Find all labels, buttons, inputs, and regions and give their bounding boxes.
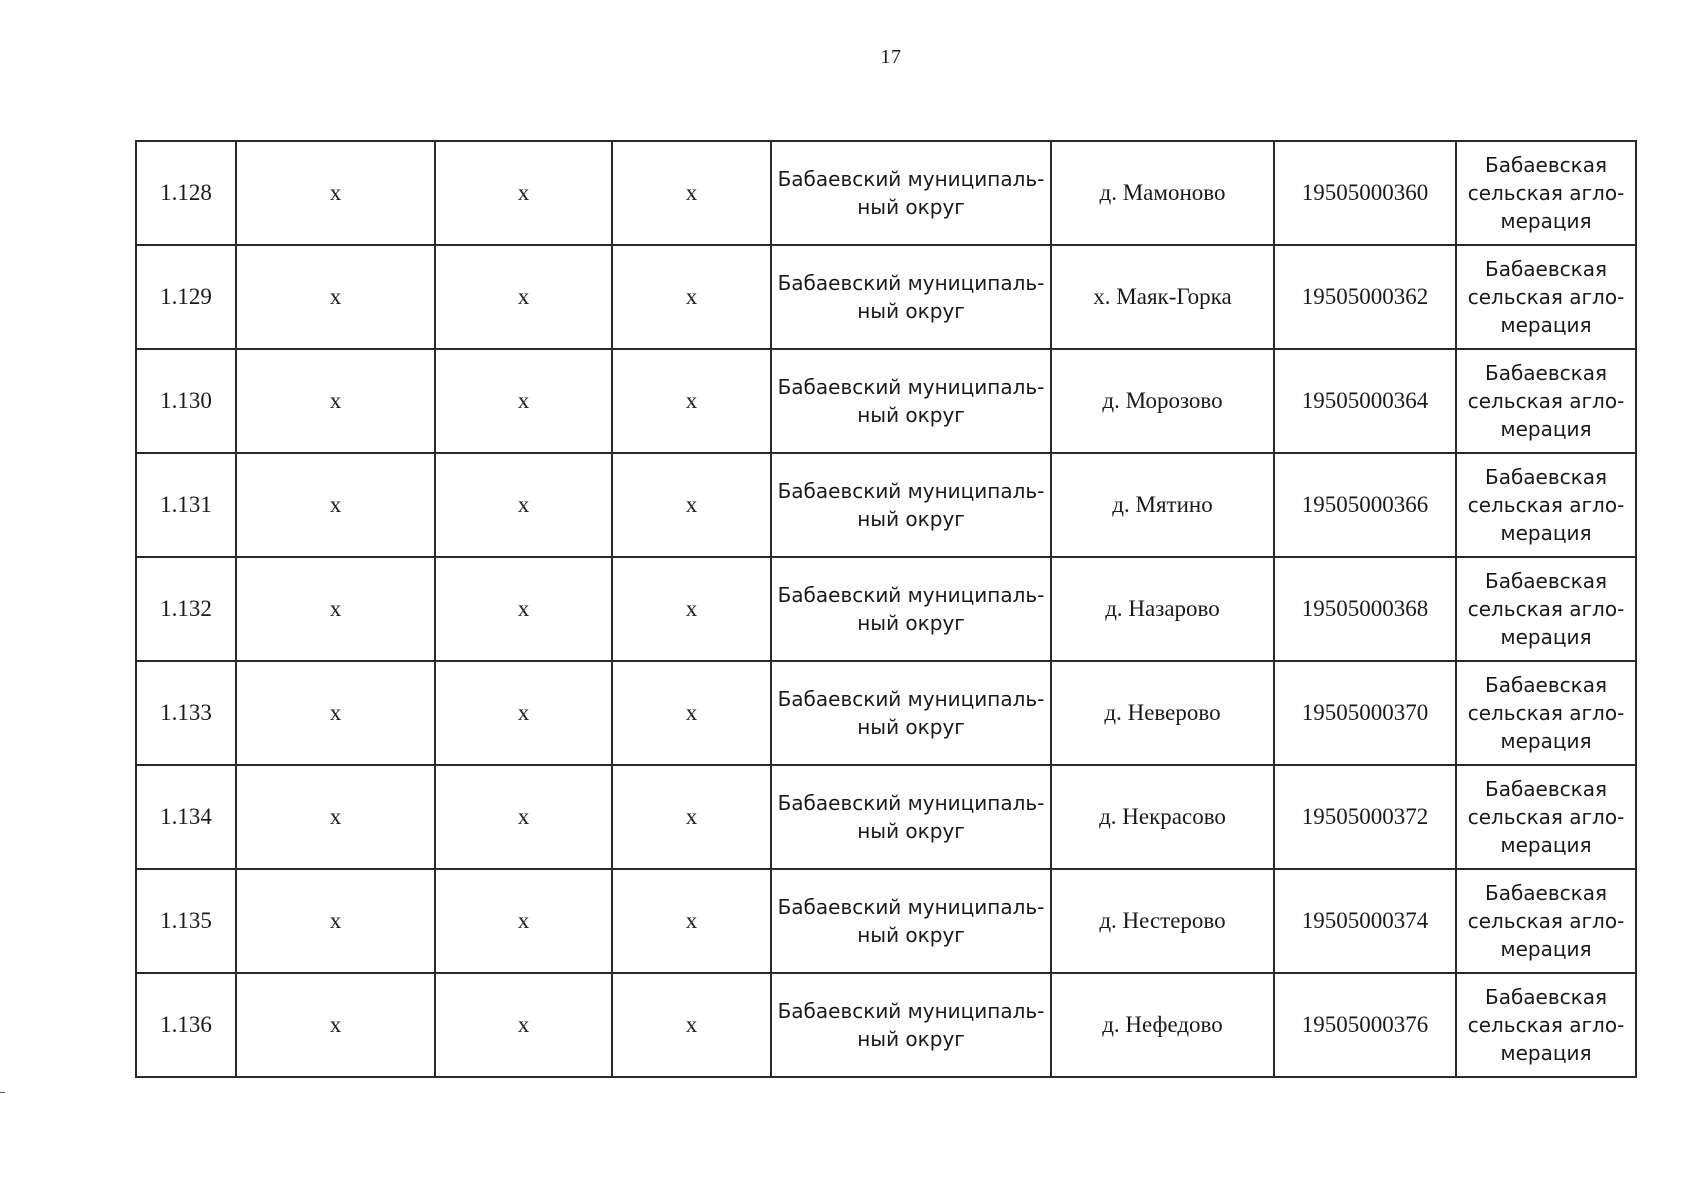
table-row [136,245,1636,349]
table-row [136,973,1636,1077]
oktmo-code-cell: 19505000376 [1274,973,1456,1077]
settlement-cell: д. Назарово [1051,557,1274,661]
column-2-cell: х [236,453,435,557]
oktmo-code-cell: 19505000372 [1274,765,1456,869]
column-2-cell: х [236,349,435,453]
column-4-cell: х [612,869,771,973]
column-3-cell: х [435,349,612,453]
column-4-cell: х [612,349,771,453]
column-3-cell: х [435,661,612,765]
row-number-cell: 1.128 [136,141,236,245]
column-4-cell: х [612,141,771,245]
agglomeration-cell: Бабаевская сельская агло-мерация [1456,453,1636,557]
table-row [136,765,1636,869]
table-row [136,349,1636,453]
column-4-cell: х [612,557,771,661]
district-cell: Бабаевский муниципаль-ный округ [771,869,1051,973]
column-2-cell: х [236,765,435,869]
agglomeration-cell: Бабаевская сельская агло-мерация [1456,557,1636,661]
column-3-cell: х [435,557,612,661]
district-cell: Бабаевский муниципаль-ный округ [771,557,1051,661]
district-cell: Бабаевский муниципаль-ный округ [771,245,1051,349]
row-number-cell: 1.133 [136,661,236,765]
column-2-cell: х [236,557,435,661]
row-number-cell: 1.130 [136,349,236,453]
oktmo-code-cell: 19505000360 [1274,141,1456,245]
column-2-cell: х [236,869,435,973]
district-cell: Бабаевский муниципаль-ный округ [771,141,1051,245]
settlement-cell: д. Мамоново [1051,141,1274,245]
table-row [136,661,1636,765]
oktmo-code-cell: 19505000370 [1274,661,1456,765]
column-3-cell: х [435,141,612,245]
row-number-cell: 1.135 [136,869,236,973]
settlement-cell: д. Мятино [1051,453,1274,557]
settlement-cell: д. Морозово [1051,349,1274,453]
column-2-cell: х [236,661,435,765]
oktmo-code-cell: 19505000374 [1274,869,1456,973]
table-body [136,141,1636,1077]
row-number-cell: 1.134 [136,765,236,869]
page-number: 17 [880,46,902,68]
settlements-table [135,140,1637,1078]
table-row [136,141,1636,245]
oktmo-code-cell: 19505000364 [1274,349,1456,453]
oktmo-code-cell: 19505000362 [1274,245,1456,349]
table-row [136,557,1636,661]
district-cell: Бабаевский муниципаль-ный округ [771,661,1051,765]
column-3-cell: х [435,245,612,349]
oktmo-code-cell: 19505000366 [1274,453,1456,557]
agglomeration-cell: Бабаевская сельская агло-мерация [1456,765,1636,869]
agglomeration-cell: Бабаевская сельская агло-мерация [1456,245,1636,349]
column-2-cell: х [236,245,435,349]
settlement-cell: д. Некрасово [1051,765,1274,869]
column-4-cell: х [612,661,771,765]
settlement-cell: д. Нефедово [1051,973,1274,1077]
oktmo-code-cell: 19505000368 [1274,557,1456,661]
row-number-cell: 1.131 [136,453,236,557]
settlement-cell: д. Нестерово [1051,869,1274,973]
column-2-cell: х [236,141,435,245]
column-4-cell: х [612,245,771,349]
district-cell: Бабаевский муниципаль-ный округ [771,453,1051,557]
column-3-cell: х [435,453,612,557]
district-cell: Бабаевский муниципаль-ный округ [771,349,1051,453]
agglomeration-cell: Бабаевская сельская агло-мерация [1456,973,1636,1077]
agglomeration-cell: Бабаевская сельская агло-мерация [1456,349,1636,453]
agglomeration-cell: Бабаевская сельская агло-мерация [1456,141,1636,245]
agglomeration-cell: Бабаевская сельская агло-мерация [1456,869,1636,973]
column-4-cell: х [612,765,771,869]
settlement-cell: д. Неверово [1051,661,1274,765]
row-number-cell: 1.129 [136,245,236,349]
agglomeration-cell: Бабаевская сельская агло-мерация [1456,661,1636,765]
column-3-cell: х [435,973,612,1077]
column-3-cell: х [435,869,612,973]
column-3-cell: х [435,765,612,869]
district-cell: Бабаевский муниципаль-ный округ [771,973,1051,1077]
settlement-cell: х. Маяк-Горка [1051,245,1274,349]
column-4-cell: х [612,973,771,1077]
row-number-cell: 1.132 [136,557,236,661]
column-4-cell: х [612,453,771,557]
column-2-cell: х [236,973,435,1077]
row-number-cell: 1.136 [136,973,236,1077]
edge-mark [0,1092,5,1093]
table-row [136,869,1636,973]
table-row [136,453,1636,557]
district-cell: Бабаевский муниципаль-ный округ [771,765,1051,869]
